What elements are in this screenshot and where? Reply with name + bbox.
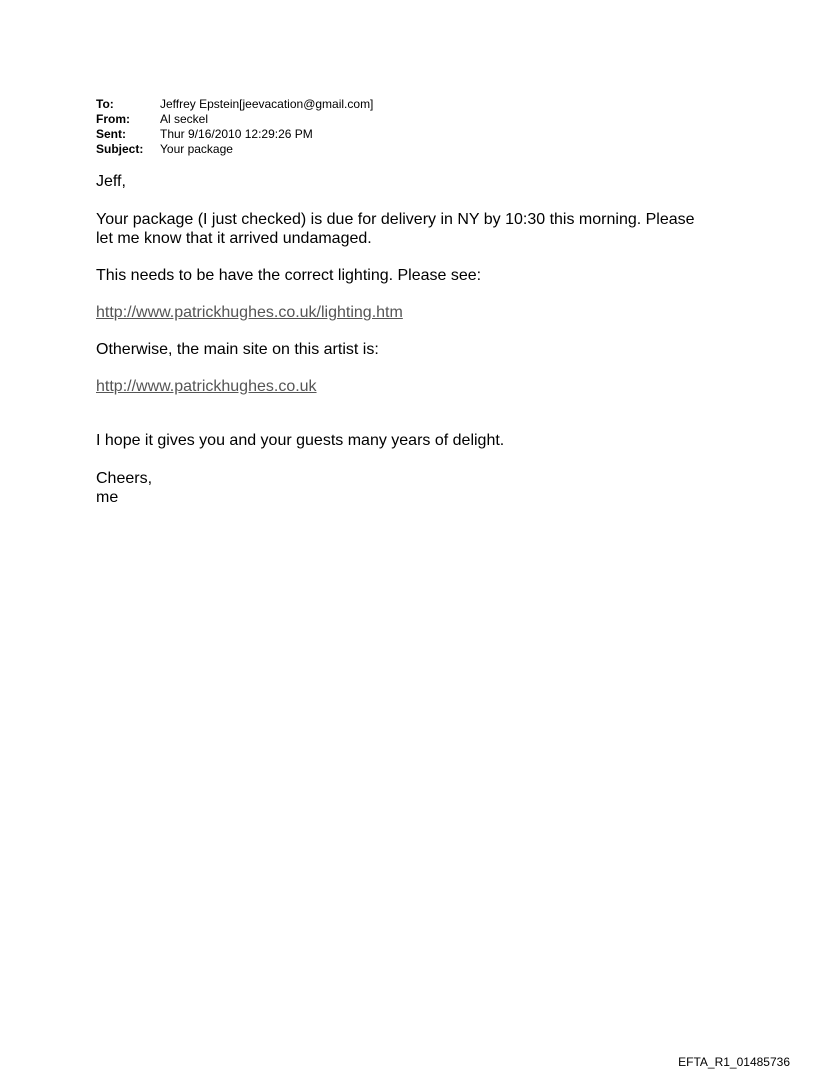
paragraph-delivery-line-2: let me know that it arrived undamaged.: [96, 230, 372, 247]
paragraph-delivery: [96, 210, 736, 248]
paragraph-delivery-line-1: Your package (I just checked) is due for delivery in NY by 10:30 this morning. Please: [96, 211, 695, 228]
to-value: Jeffrey Epstein[jeevacation@gmail.com]: [160, 97, 374, 111]
greeting: Jeff,: [96, 173, 126, 190]
subject-value: Your package: [160, 142, 233, 156]
subject-row: [96, 142, 373, 157]
main-site-link[interactable]: http://www.patrickhughes.co.uk: [96, 378, 317, 395]
lighting-link[interactable]: http://www.patrickhughes.co.uk/lighting.htm: [96, 304, 403, 321]
subject-label: Subject:: [96, 142, 144, 156]
from-label: From:: [96, 112, 130, 126]
paragraph-delight: I hope it gives you and your guests many years of delight.: [96, 432, 505, 449]
sent-row: [96, 127, 373, 142]
closing: Cheers,: [96, 470, 153, 487]
main-site-link-container: [96, 377, 736, 396]
to-label: To:: [96, 97, 114, 111]
from-row: [96, 112, 373, 127]
sent-value: Thur 9/16/2010 12:29:26 PM: [160, 127, 313, 141]
lighting-link-container: [96, 303, 736, 322]
signoff: [96, 469, 736, 507]
sent-label: Sent:: [96, 127, 126, 141]
from-value: Al seckel: [160, 112, 209, 126]
email-header: [96, 97, 373, 157]
signature: me: [96, 489, 119, 506]
document-id: EFTA_R1_01485736: [678, 1055, 790, 1069]
paragraph-main-site: Otherwise, the main site on this artist is:: [96, 341, 379, 358]
paragraph-lighting: This needs to be have the correct lighting. Please see:: [96, 267, 482, 284]
to-row: [96, 97, 373, 112]
